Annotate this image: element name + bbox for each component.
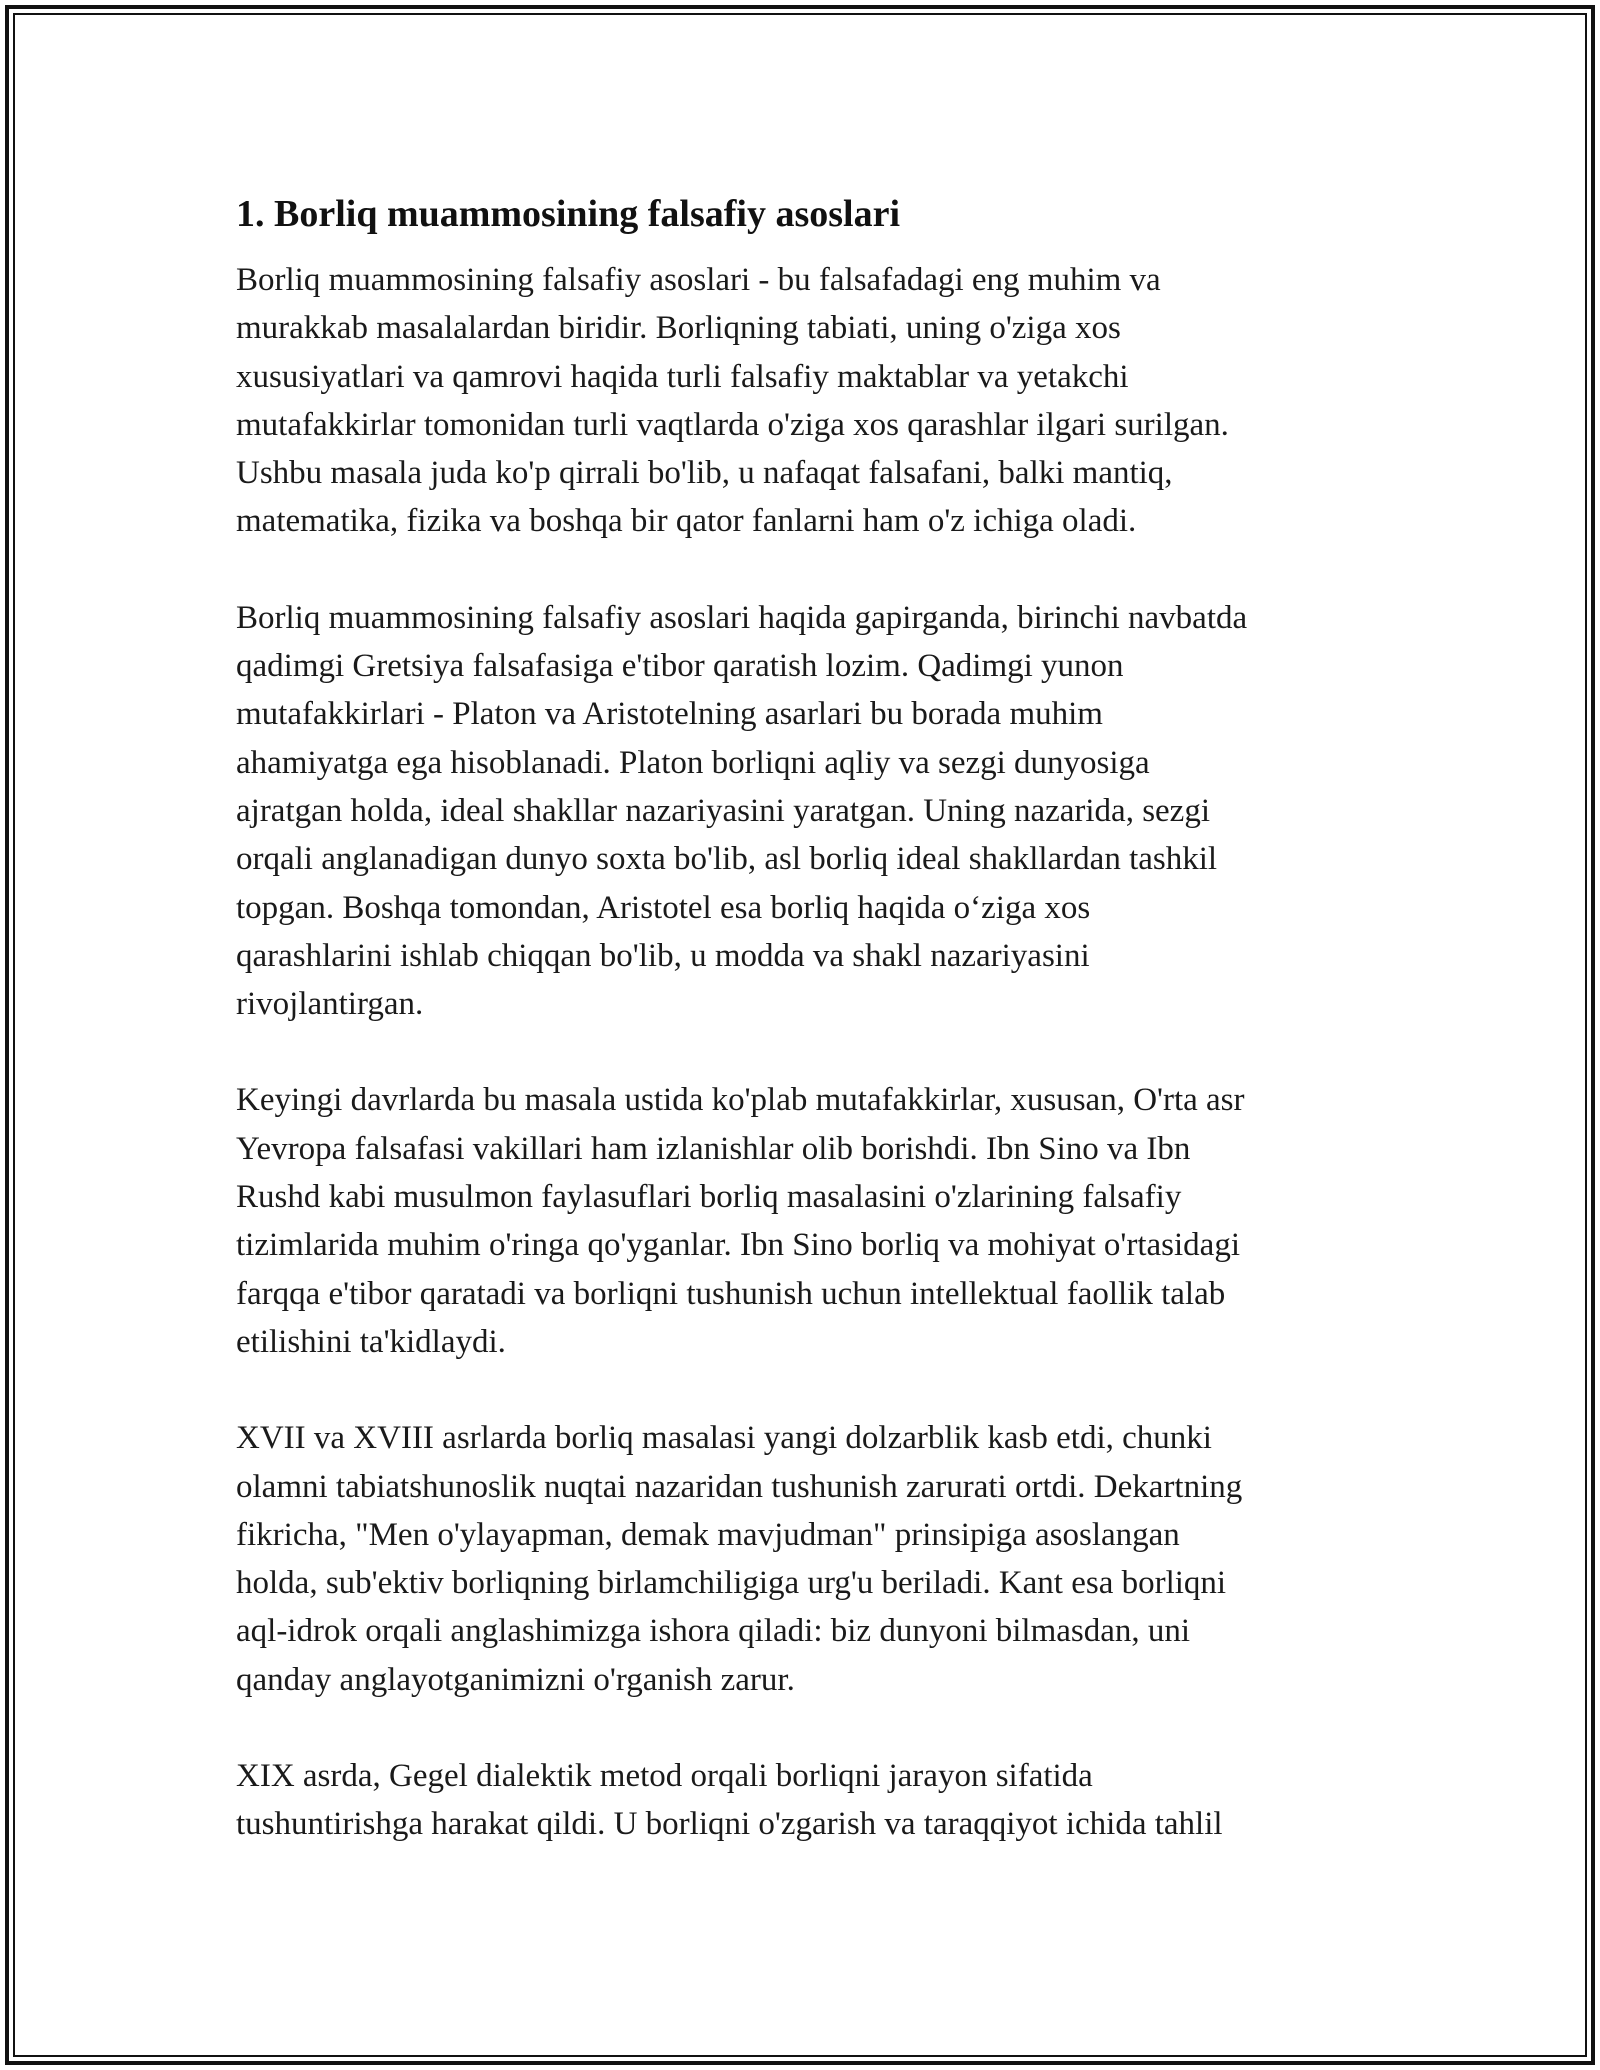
paragraph-ancient-greece: Borliq muammosining falsafiy asoslari haqida gapirganda, birinchi navbatda qadimgi Gretsiya falsafasiga e'tibor qaratish lozim. Qadimgi yunon mutafakkirlari - Platon va Aristotelning asarlari bu borada muhim ahamiyatga ega hisoblanadi. Platon borliqni aqliy va sezgi dunyosiga ajratgan holda, ideal shakllar nazariyasini yaratgan. Uning nazarida, sezgi orqali anglanadigan dunyo soxta bo'lib, asl borliq ideal shakllardan tashkil topgan. Boshqa tomondan, Aristotel esa borliq haqida o‘ziga xos qarashlarini ishlab chiqqan bo'lib, u modda va shakl nazariyasini rivojlantirgan. bbox=[236, 599, 1248, 1023]
paragraph-intro: Borliq muammosining falsafiy asoslari - bu falsafadagi eng muhim va murakkab masalalardan biridir. Borliqning tabiati, uning o'ziga xos xususiyatlari va qamrovi haqida turli falsafiy maktablar va yetakchi mutafakkirlar tomonidan turli vaqtlarda o'ziga xos qarashlar ilgari surilgan. Ushbu masala juda ko'p qirrali bo'lib, u nafaqat falsafani, balki mantiq, matematika, fizika va boshqa bir qator fanlarni ham o'z ichiga oladi. bbox=[236, 262, 1229, 540]
document-body bbox=[236, 188, 1366, 1897]
paragraph-middle-ages: Keyingi davrlarda bu masala ustida ko'plab mutafakkirlar, xususan, O'rta asr Yevropa falsafasi vakillari ham izlanishlar olib borishdi. Ibn Sino va Ibn Rushd kabi musulmon faylasuflari borliq masalasini o'zlarining falsafiy tizimlarida muhim o'ringa qo'yganlar. Ibn Sino borliq va mohiyat o'rtasidagi farqqa e'tibor qaratadi va borliqni tushunish uchun intellektual faollik talab etilishini ta'kidlaydi. bbox=[236, 1082, 1245, 1360]
paragraph-19-century: XIX asrda, Gegel dialektik metod orqali borliqni jarayon sifatida tushuntirishga harakat qildi. U borliqni o'zgarish va taraqqiyot ichida tahlil bbox=[236, 1758, 1223, 1843]
section-heading: 1. Borliq muammosining falsafiy asoslari bbox=[236, 193, 900, 235]
paragraph-17-18-centuries: XVII va XVIII asrlarda borliq masalasi yangi dolzarblik kasb etdi, chunki olamni tabiatshunoslik nuqtai nazaridan tushunish zarurati ortdi. Dekartning fikricha, "Men o'ylayapman, demak mavjudman" prinsipiga asoslangan holda, sub'ektiv borliqning birlamchiligiga urg'u beriladi. Kant esa borliqni aql-idrok orqali anglashimizga ishora qiladi: biz dunyoni bilmasdan, uni qanday anglayotganimizni o'rganish zarur. bbox=[236, 1420, 1243, 1698]
